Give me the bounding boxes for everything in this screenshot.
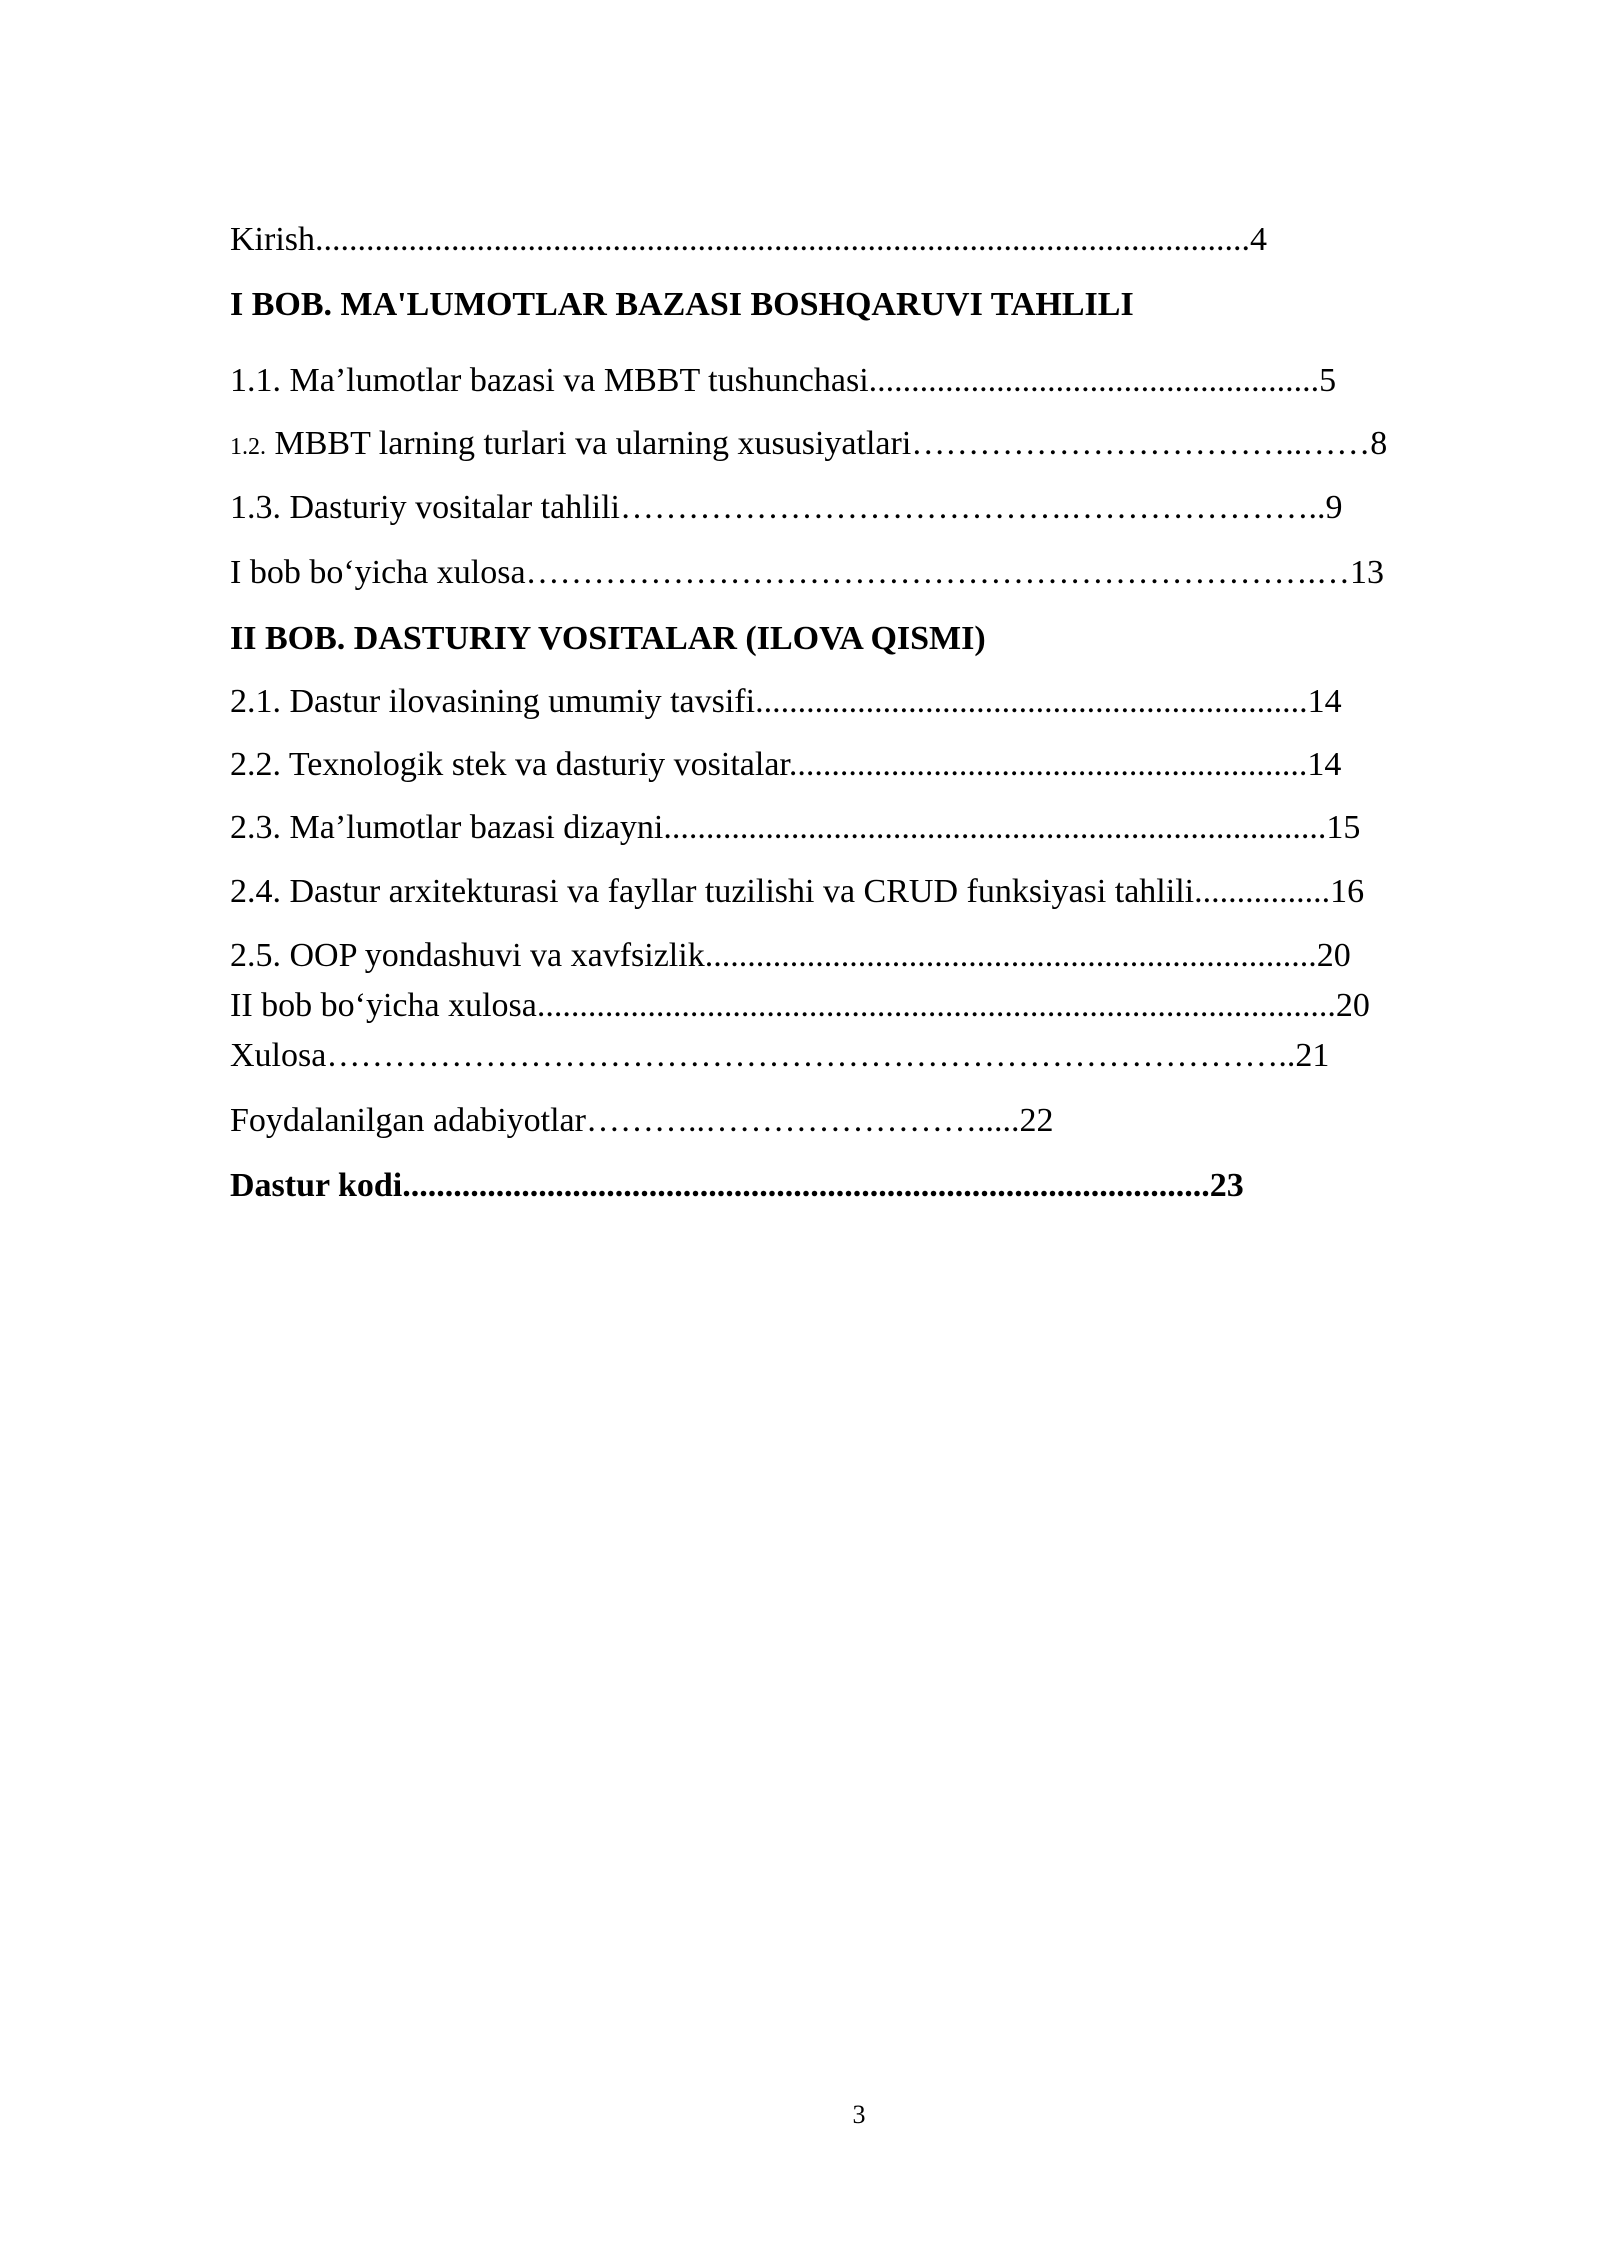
toc-entry-chapter-2-conclusion (230, 984, 1490, 1028)
toc-entry-page: 20 (1316, 937, 1351, 974)
toc-chapter-2-heading (230, 617, 1490, 661)
toc-entry-page: 9 (1325, 489, 1343, 526)
toc-entry-2-5 (230, 934, 1490, 978)
toc-entry-page: 14 (1307, 683, 1342, 720)
toc-entry-text: Foydalanilgan adabiyotlar………..……………………..... (230, 1102, 1020, 1139)
toc-entry-page: 4 (1250, 221, 1267, 258)
page-number: 3 (852, 2100, 866, 2129)
toc-entry-text: MBBT larning turlari va ularning xususiyatlari……………………………..…… (266, 425, 1371, 462)
toc-entry-text: Dastur kodi............................................................................................... (230, 1167, 1210, 1204)
toc-entry-text: 1.3. Dasturiy vositalar tahlili………………………………….………………….. (230, 489, 1326, 526)
toc-entry-page: 22 (1019, 1102, 1054, 1139)
toc-entry-text: 1.1. Ma’lumotlar bazasi va MBBT tushunchasi..................................................... (230, 362, 1320, 399)
toc-entry-page: 5 (1319, 362, 1337, 399)
toc-entry-1-2 (230, 422, 1490, 469)
toc-entry-page: 16 (1330, 873, 1365, 910)
toc-entry-text: Xulosa………………………………………………………………………….. (230, 1037, 1296, 1074)
toc-entry-references (230, 1099, 1490, 1143)
toc-entry-kirish (230, 218, 1490, 262)
toc-entry-page: 21 (1295, 1037, 1330, 1074)
toc-entry-text: I bob bo‘yicha xulosa…………………………………………………………….… (230, 554, 1351, 591)
toc-entry-text: Kirish.............................................................................................................. (230, 221, 1250, 258)
toc-entry-text: I BOB. MA'LUMOTLAR BAZASI BOSHQARUVI TAHLILI (230, 286, 1134, 323)
toc-entry-conclusion (230, 1034, 1490, 1078)
toc-entry-2-4 (230, 870, 1490, 914)
toc-entry-page: 15 (1326, 809, 1361, 846)
toc-entry-chapter-1-conclusion (230, 551, 1490, 595)
toc-entry-text: II bob bo‘yicha xulosa.............................................................................................. (230, 987, 1336, 1024)
toc-entry-page: 23 (1209, 1167, 1244, 1204)
toc-entry-text: II BOB. DASTURIY VOSITALAR (ILOVA QISMI) (230, 620, 986, 657)
toc-chapter-1-heading (230, 283, 1490, 327)
toc-entry-page: 14 (1307, 746, 1342, 783)
toc-entry-text: 2.3. Ma’lumotlar bazasi dizayni.............................................................................. (230, 809, 1327, 846)
toc-entry-page: 13 (1350, 554, 1385, 591)
toc-entry-text: 2.5. OOP yondashuvi va xavfsizlik........................................................................ (230, 937, 1317, 974)
toc-entry-1-1 (230, 359, 1490, 403)
toc-entry-page: 20 (1335, 987, 1370, 1024)
toc-entry-2-1 (230, 680, 1490, 724)
toc-entry-page: 8 (1370, 425, 1388, 462)
toc-entry-text: 2.4. Dastur arxitekturasi va fayllar tuzilishi va CRUD funksiyasi tahlili................ (230, 873, 1331, 910)
toc-entry-number: 1.2. (230, 434, 266, 460)
toc-entry-2-2 (230, 743, 1490, 787)
toc-entry-text: 2.1. Dastur ilovasining umumiy tavsifi................................................................. (230, 683, 1308, 720)
toc-entry-2-3 (230, 806, 1490, 850)
toc-entry-program-code (230, 1164, 1490, 1208)
toc-entry-1-3 (230, 486, 1490, 530)
toc-entry-text: 2.2. Texnologik stek va dasturiy vositalar............................................................. (230, 746, 1308, 783)
